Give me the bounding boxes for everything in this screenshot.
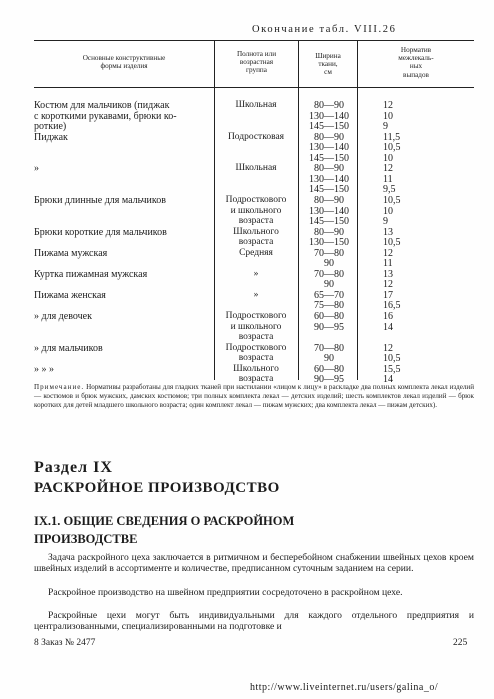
table-cell-form: » (34, 163, 39, 175)
section-title: РАСКРОЙНОЕ ПРОИЗВОДСТВО (34, 480, 280, 496)
table-header-forms: Основные конструктивные формы изделия (82, 54, 166, 71)
paragraph: Задача раскройного цеха заключается в ритмичном и бесперебойном снабжении швейных цехов кроем швейных изделий в ассортименте и количестве, предписанном суточным заданием на серии. (34, 552, 474, 575)
table-cell-width: 80—90 (314, 131, 344, 143)
table-cell-width: 145—150 (309, 121, 349, 133)
table-cell-form: с короткими рукавами, брюки ко- (34, 110, 177, 122)
table-cell-width: 70—80 (314, 247, 344, 259)
table-cell-norm: 17 (383, 289, 393, 301)
table-cell-form: Костюм для мальчиков (пиджак (34, 100, 170, 111)
table-cell-norm: 10,5 (383, 142, 401, 154)
table-cell-norm: 13 (383, 268, 393, 280)
table-cell-norm: 9 (383, 121, 388, 133)
table-cell-norm: 10,5 (383, 237, 401, 249)
table-cell-width: 60—80 (314, 363, 344, 375)
table-cell-norm: 16,5 (383, 300, 401, 312)
table-cell-norm: 9 (383, 216, 388, 228)
table-cell-norm: 16 (383, 311, 393, 322)
table-cell-width: 90 (324, 279, 334, 291)
table-cell-norm: 10 (383, 152, 393, 164)
table-cell-group: Подростковая (227, 131, 285, 142)
table-cell-width: 80—90 (314, 194, 344, 206)
table-cell-width: 80—90 (314, 226, 344, 238)
table-cell-form: » для мальчиков (34, 342, 103, 354)
table-cell-group: Средняя (239, 247, 273, 258)
table-cell-width: 130—140 (309, 142, 349, 154)
table-cell-norm: 10 (383, 110, 393, 122)
table-cell-norm: 15,5 (383, 363, 401, 375)
table-cell-norm: 10 (383, 205, 393, 217)
table-cell-form: роткие) (34, 121, 67, 133)
table-cell-width: 145—150 (309, 184, 349, 196)
table-cell-group: Школьного (233, 226, 279, 237)
table-note (34, 383, 474, 410)
table-cell-width: 130—140 (309, 110, 349, 122)
table-cell-group: » (253, 268, 259, 279)
page-number: 225 (453, 638, 468, 648)
table-cell-width: 80—90 (314, 100, 344, 111)
table-cell-width: 90 (324, 353, 334, 365)
table-cell-width: 70—80 (314, 268, 344, 280)
table-cell-norm: 12 (383, 247, 393, 259)
table-cell-norm: 12 (383, 279, 393, 291)
table-cell-width: 75—80 (314, 300, 344, 312)
paragraph: Раскройные цехи могут быть индивидуальными для каждого отдельного предприятия и централизованными, специализированными на подготовке и (34, 610, 474, 633)
table-cell-norm: 11 (383, 173, 393, 185)
table-cell-group: и школьного (230, 321, 282, 332)
table-cell-width: 80—90 (314, 163, 344, 175)
table-header-width: Ширина ткани, см (315, 52, 341, 77)
note-label: Примечание. (34, 383, 85, 391)
table-cell-form: Пижама мужская (34, 247, 108, 259)
table-cell-group: и школьного (230, 205, 282, 216)
table-cell-width: 145—150 (309, 216, 349, 228)
table-cell-norm: 12 (383, 163, 393, 175)
table-cell-width: 90—95 (314, 374, 344, 386)
table-cell-width: 60—80 (314, 311, 344, 322)
table-cell-norm: 11 (383, 258, 393, 270)
subsection-title-line1: IX.1. ОБЩИЕ СВЕДЕНИЯ О РАСКРОЙНОМ (34, 514, 295, 528)
table-cell-width: 65—70 (314, 289, 344, 301)
table-cell-group: Подросткового (225, 311, 287, 321)
table-cell-form: » для девочек (34, 311, 92, 322)
note-text: Нормативы разработаны для гладких тканей при настилании «лицом к лицу» в раскладке два полных комплекта лекал изделий — костюмов и брюк мужских, дамских костюмов; три полных комплекта лекал — детских изделий; шесть комплектов лекал изделий — брюк коротких для детей младшего школьного возраста; один комплект лекал — пижам мужских; два комплекта лекал — пижам детских). (34, 383, 474, 409)
table-cell-norm: 9,5 (383, 184, 396, 196)
table-cell-group: Подросткового (225, 342, 287, 353)
table-cell-group: возраста (238, 353, 274, 364)
table-column-divider (298, 40, 299, 380)
table-cell-width: 130—150 (309, 237, 349, 249)
table-top-rule (34, 40, 474, 41)
table-header-rule (34, 87, 474, 88)
table-cell-norm: 12 (383, 342, 393, 354)
table-cell-width: 130—140 (309, 173, 349, 185)
table-column-divider (357, 40, 358, 380)
table-cell-norm: 10,5 (383, 194, 401, 206)
table-cell-group: возраста (238, 332, 274, 343)
table-cell-norm: 10,5 (383, 353, 401, 365)
table-cell-form: Куртка пижамная мужская (34, 268, 148, 280)
table-cell-width: 70—80 (314, 342, 344, 354)
table-cell-group: Школьная (235, 163, 277, 174)
watermark-url: http://www.liveinternet.ru/users/galina_o/ (250, 682, 439, 693)
paragraph: Раскройное производство на швейном предприятии сосредоточено в раскройном цехе. (48, 587, 403, 598)
table-cell-form: Пижама женская (34, 289, 106, 301)
table-cell-norm: 14 (383, 321, 393, 333)
table-column-divider (214, 40, 215, 380)
section-number: Раздел IX (34, 459, 113, 476)
subsection-title-line2: ПРОИЗВОДСТВЕ (34, 532, 138, 546)
table-cell-group: возраста (238, 237, 274, 248)
table-cell-group: Школьная (235, 100, 277, 110)
table-cell-norm: 11,5 (383, 131, 401, 143)
table-cell-group: Подросткового (225, 194, 287, 205)
table-cell-form: Пиджак (34, 131, 68, 143)
table-cell-form: Брюки длинные для мальчиков (34, 194, 166, 206)
table-continuation-title: Окончание табл. VIII.26 (252, 24, 397, 35)
table-cell-norm: 14 (383, 374, 393, 386)
table-cell-group: » (253, 289, 259, 300)
table-cell-width: 90 (324, 258, 334, 270)
table-cell-group: возраста (238, 216, 274, 227)
table-cell-form: » » » (34, 363, 54, 375)
table-cell-width: 130—140 (309, 205, 349, 217)
table-cell-norm: 13 (383, 226, 393, 238)
table-cell-group: возраста (238, 374, 274, 385)
table-header-norm: Норматив межлекаль- ных выпадов (398, 46, 434, 79)
footer-signature: 8 Заказ № 2477 (34, 638, 96, 648)
table-cell-width: 90—95 (314, 321, 344, 333)
table-cell-width: 145—150 (309, 152, 349, 164)
table-cell-form: Брюки короткие для мальчиков (34, 226, 167, 238)
table-cell-group: Школьного (233, 363, 279, 374)
table-cell-norm: 12 (383, 100, 393, 111)
table-header-group: Полнота или возрастная группа (236, 50, 277, 75)
